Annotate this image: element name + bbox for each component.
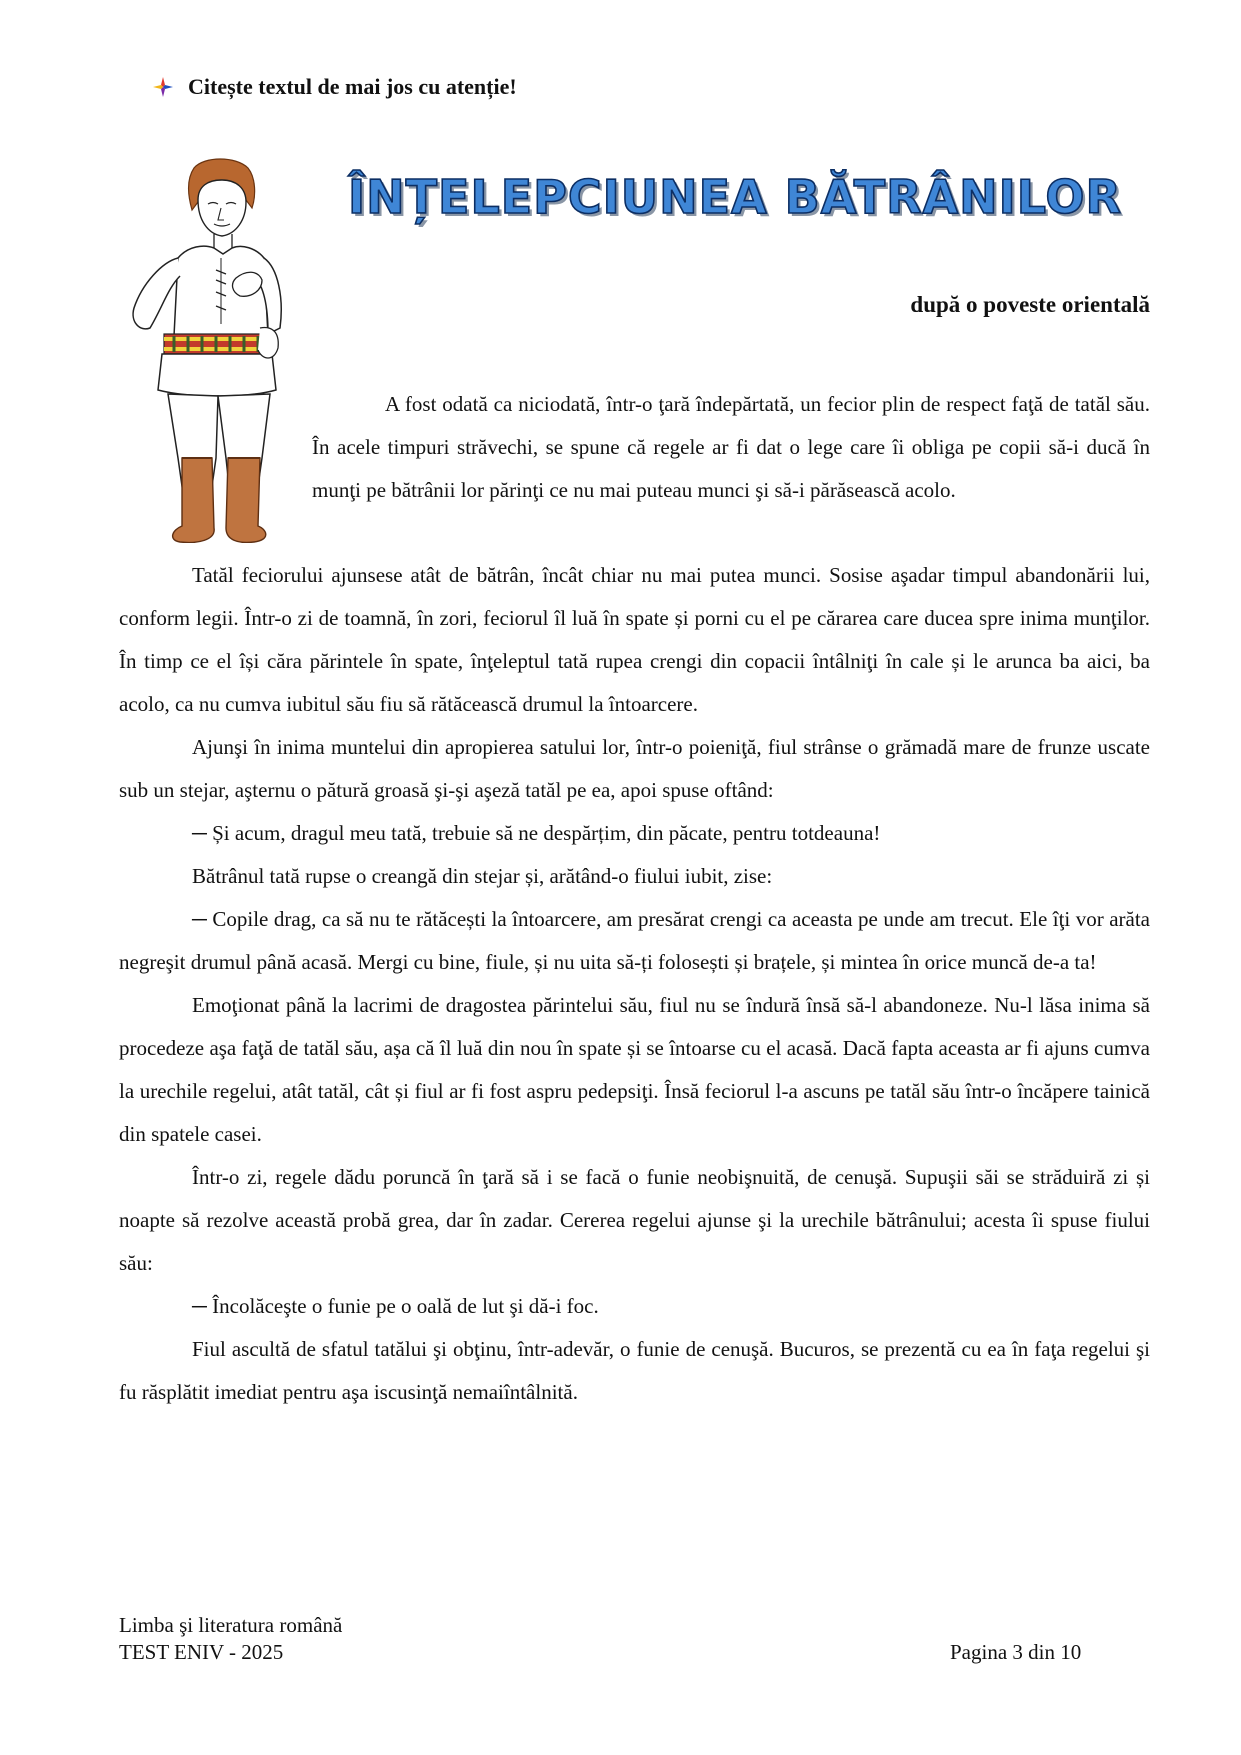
story-body [119, 554, 1150, 1414]
footer-left [119, 1612, 342, 1666]
paragraph: Ajunşi în inima muntelui din apropierea satului lor, într-o poieniţă, fiul strânse o grămadă mare de frunze uscate sub un stejar, aşternu o pătură groasă şi-şi aşeză tatăl pe ea, apoi spuse oftând: [119, 735, 1150, 802]
paragraph: Tatăl feciorului ajunsese atât de bătrân, încât chiar nu mai putea munci. Sosise aşadar timpul abandonării lui, conform legii. Într-o zi de toamnă, în zori, feciorul îl luă în spate și porni cu el pe cărarea care ducea spre inima munţilor. În timp ce el își căra părintele în spate, înţeleptul tată rupea crengi din copacii întâlniţi în cale și le arunca ba aici, ba acolo, ca nu cumva iubitul său fiu să rătăcească drumul la întoarcere. [119, 563, 1150, 716]
intro-text [312, 383, 1150, 512]
footer-subject: Limba şi literatura română [119, 1613, 343, 1637]
footer-test: TEST ENIV - 2025 [119, 1640, 284, 1664]
instruction [152, 74, 517, 100]
page-number: Pagina 3 din 10 [950, 1640, 1082, 1664]
boy-in-folk-costume-illustration [128, 158, 298, 543]
instruction-text: Citește textul de mai jos cu atenție! [188, 74, 517, 99]
four-color-star-bullet-icon [152, 76, 174, 98]
paragraph: Emoţionat până la lacrimi de dragostea părintelui său, fiul nu se îndură însă să-l abandoneze. Nu-l lăsa inima să procedeze aşa faţă de tatăl său, așa că îl luă din nou în spate și se întoarse cu el acasă. Dacă fapta aceasta ar fi ajuns cumva la urechile regelui, atât tatăl, cât și fiul ar fi fost aspru pedepsiţi. Însă feciorul l-a ascuns pe tatăl său într-o încăpere tainică din spatele casei. [119, 993, 1150, 1146]
dialogue-line: ─ Și acum, dragul meu tată, trebuie să ne despărțim, din păcate, pentru totdeauna! [192, 821, 881, 845]
paragraph: Într-o zi, regele dădu poruncă în ţară să i se facă o funie neobişnuită, de cenuşă. Supuşii săi se străduiră zi și noapte să rezolve această probă grea, dar în zadar. Cererea regelui ajunse şi la urechile bătrânului; acesta îi spuse fiului său: [119, 1165, 1150, 1275]
dialogue-line: ─ Încolăceşte o funie pe o oală de lut şi dă-i foc. [192, 1294, 599, 1318]
dialogue-line: ─ Copile drag, ca să nu te rătăcești la întoarcere, am presărat crengi ca aceasta pe unde am trecut. Ele îţi vor arăta negreşit drumul până acasă. Mergi cu bine, fiule, și nu uita să-ți folosești și brațele, și mintea în orice muncă de-a ta! [119, 907, 1150, 974]
paragraph: Bătrânul tată rupse o creangă din stejar și, arătând-o fiului iubit, zise: [192, 864, 773, 888]
story-subtitle: după o poveste orientală [910, 292, 1150, 317]
paragraph: Fiul ascultă de sfatul tatălui şi obţinu, într-adevăr, o funie de cenuşă. Bucuros, se prezentă cu ea în faţa regelui şi fu răsplătit imediat pentru aşa iscusinţă nemaiîntâlnită. [119, 1337, 1150, 1404]
story-title: ÎNȚELEPCIUNEA BĂTRÂNILOR [348, 170, 1122, 224]
paragraph: A fost odată ca niciodată, într-o ţară îndepărtată, un fecior plin de respect faţă de tatăl său. În acele timpuri străvechi, se spune că regele ar fi dat o lege care îi obliga pe copii să-i ducă în munţi pe bătrânii lor părinţi ce nu mai puteau munci şi să-i părăsească acolo. [312, 392, 1150, 502]
